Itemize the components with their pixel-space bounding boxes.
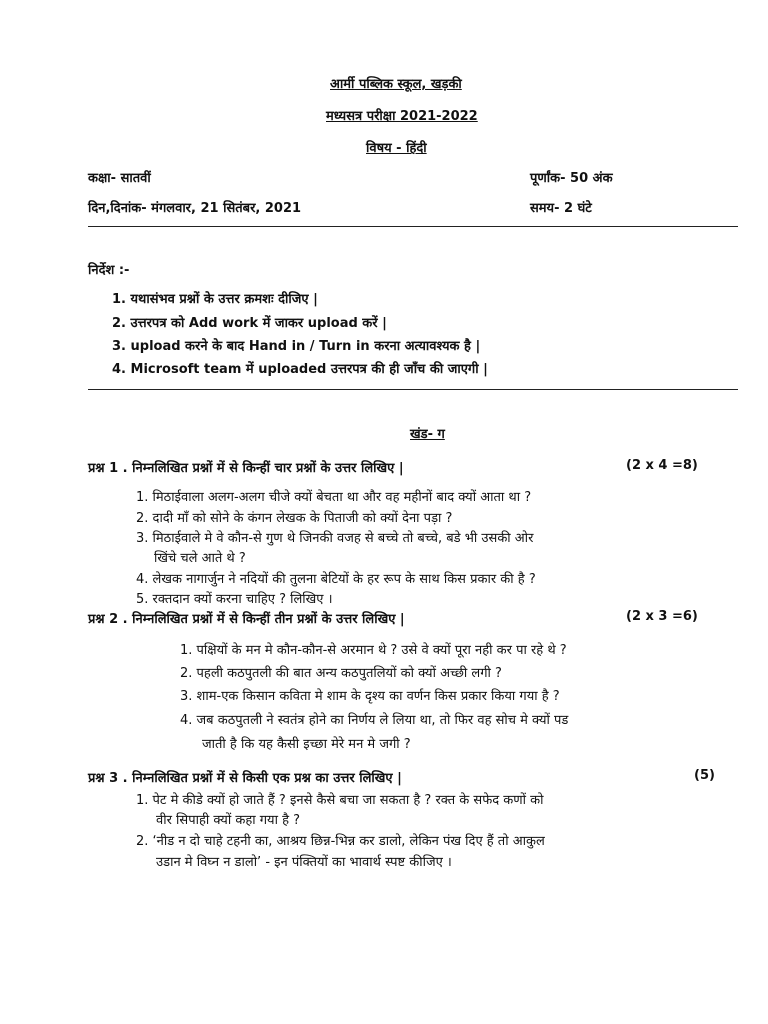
question-3-line: 2. ‘नीड न दो चाहे टहनी का, आश्रय छिन्न-भिन्न कर डालो, लेकिन पंख दिए हैं तो आकुल (136, 834, 545, 849)
time-label: समय- 2 घंटे (530, 201, 592, 216)
question-1-heading: प्रश्न 1 . निम्नलिखित प्रश्नों में से किन्हीं चार प्रश्नों के उत्तर लिखिए | (88, 461, 404, 476)
divider-bottom (88, 389, 738, 390)
max-marks-label: पूर्णांक- 50 अंक (530, 171, 613, 186)
question-3-line: उडान मे विघ्न न डालो’ - इन पंक्तियों का भावार्थ स्पष्ट कीजिए । (156, 855, 452, 870)
question-2-marks: (2 x 3 =6) (626, 609, 698, 624)
question-2-line: जाती है कि यह कैसी इच्छा मेरे मन मे जगी ? (202, 737, 411, 752)
question-2-line: 3. शाम-एक किसान कविता मे शाम के दृश्य का वर्णन किस प्रकार किया गया है ? (180, 689, 560, 704)
exam-title: मध्यसत्र परीक्षा 2021-2022 (326, 109, 478, 124)
question-1-line: 1. मिठाईवाला अलग-अलग चीजे क्यों बेचता था और वह महीनों बाद क्यों आता था ? (136, 490, 532, 505)
divider-top (88, 226, 738, 227)
section-title: खंड- ग (410, 427, 445, 442)
instruction-item: 4. Microsoft team में uploaded उत्तरपत्र की ही जाँच की जाएगी | (112, 362, 488, 377)
question-3-line: 1. पेट मे कीडे क्यों हो जाते हैं ? इनसे कैसे बचा जा सकता है ? रक्त के सफेद कणों को (136, 793, 544, 808)
question-3-marks: (5) (694, 768, 715, 783)
school-name: आर्मी पब्लिक स्कूल, खड़की (330, 77, 462, 92)
question-1-line: खिंचे चले आते थे ? (154, 551, 246, 566)
question-1-line: 4. लेखक नागार्जुन ने नदियों की तुलना बेटियों के हर रूप के साथ किस प्रकार की है ? (136, 572, 536, 587)
instruction-item: 2. उत्तरपत्र को Add work में जाकर upload करें | (112, 316, 387, 331)
question-1-line: 5. रक्तदान क्यों करना चाहिए ? लिखिए । (136, 592, 333, 607)
class-label: कक्षा- सातवीं (88, 171, 151, 186)
question-2-line: 4. जब कठपुतली ने स्वतंत्र होने का निर्णय ले लिया था, तो फिर वह सोच मे क्यों पड (180, 713, 569, 728)
question-1-line: 3. मिठाईवाले मे वे कौन-से गुण थे जिनकी वजह से बच्चे तो बच्चे, बडे भी उसकी ओर (136, 531, 534, 546)
subject-line: विषय - हिंदी (366, 141, 427, 156)
instruction-item: 1. यथासंभव प्रश्नों के उत्तर क्रमशः दीजिए | (112, 292, 318, 307)
instruction-item: 3. upload करने के बाद Hand in / Turn in करना अत्यावश्यक है | (112, 339, 481, 354)
question-1-line: 2. दादी माँ को सोने के कंगन लेखक के पिताजी को क्यों देना पड़ा ? (136, 511, 453, 526)
question-3-line: वीर सिपाही क्यों कहा गया है ? (156, 813, 301, 828)
question-1-marks: (2 x 4 =8) (626, 458, 698, 473)
question-2-line: 1. पक्षियों के मन मे कौन-कौन-से अरमान थे ? उसे वे क्यों पूरा नही कर पा रहे थे ? (180, 643, 567, 658)
question-2-line: 2. पहली कठपुतली की बात अन्य कठपुतलियों को क्यों अच्छी लगी ? (180, 666, 502, 681)
question-3-heading: प्रश्न 3 . निम्नलिखित प्रश्नों में से किसी एक प्रश्न का उत्तर लिखिए | (88, 771, 402, 786)
question-2-heading: प्रश्न 2 . निम्नलिखित प्रश्नों में से किन्हीं तीन प्रश्नों के उत्तर लिखिए | (88, 612, 405, 627)
date-label: दिन,दिनांक- मंगलवार, 21 सितंबर, 2021 (88, 201, 302, 216)
instructions-title: निर्देश :- (88, 263, 130, 278)
